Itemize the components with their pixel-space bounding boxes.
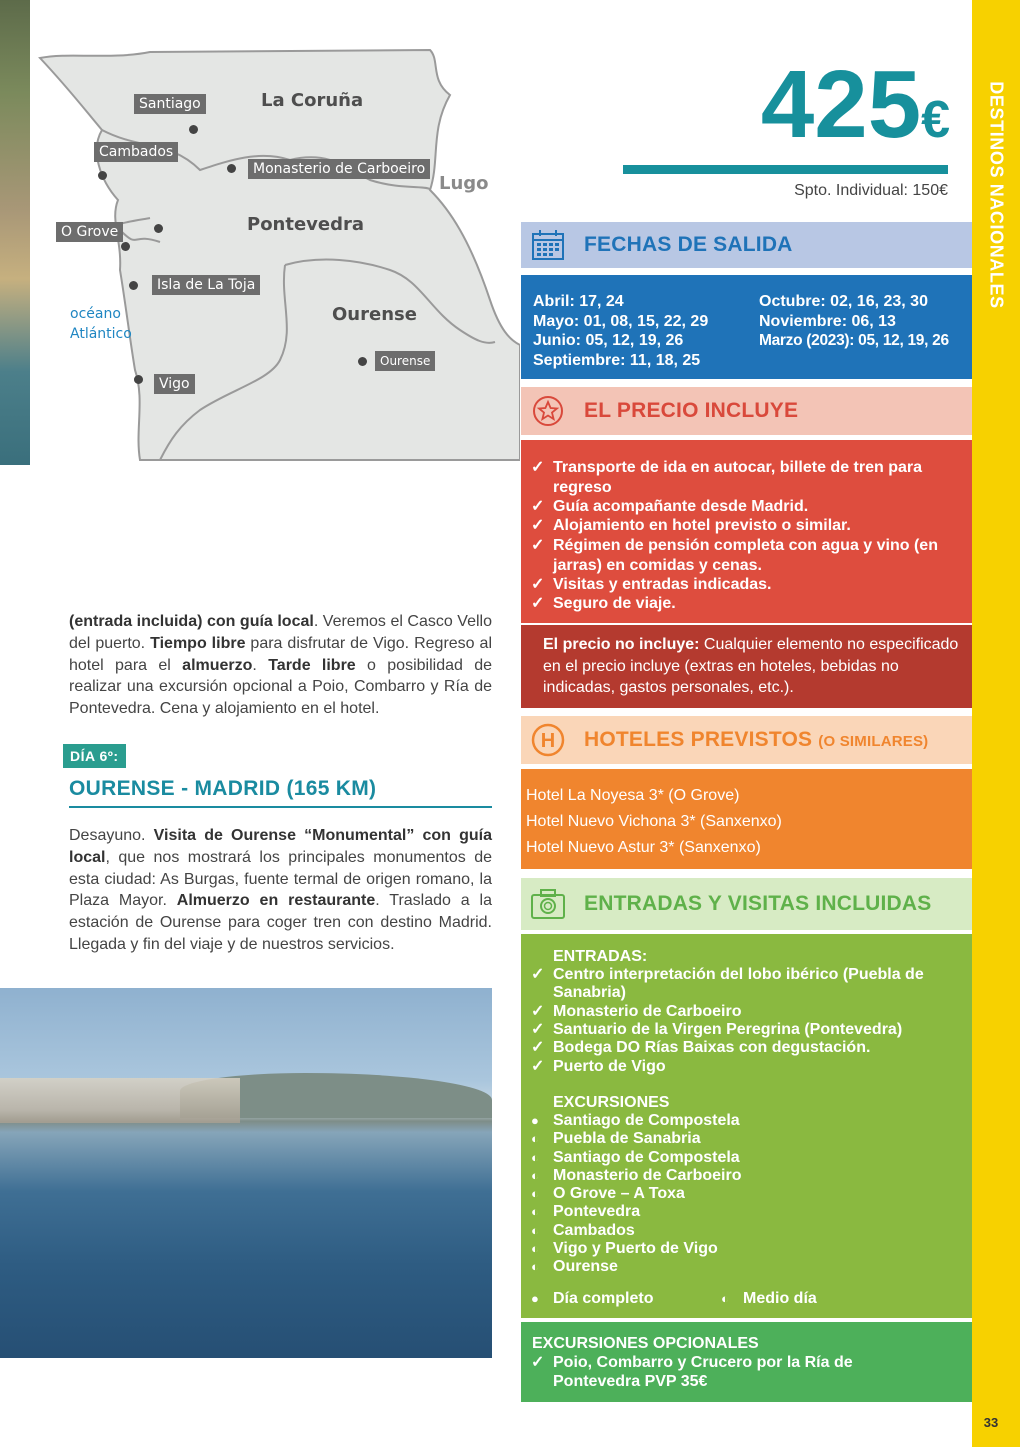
incluye-item: ✓ Guía acompañante desde Madrid. <box>531 497 983 517</box>
entradas-header <box>521 878 972 930</box>
p2-text-2: , que nos mostrará los principales monumentos de esta ciudad: As Burgas, fuente termal de origen romano, la Plaza Mayor. <box>69 848 492 910</box>
excursion-item: ◐ Monasterio de Carboeiro <box>531 1167 993 1185</box>
hotel-item: Hotel Nuevo Astur 3* (Sanxenxo) <box>526 839 761 856</box>
star-badge-icon <box>528 394 568 428</box>
carboeiro-dot <box>227 164 236 173</box>
photo-town <box>0 1078 240 1123</box>
price-currency: € <box>921 91 950 149</box>
hoteles-body <box>521 769 972 869</box>
p1-text-4: o posibilidad de realizar una excursión opcional a Poio, Combarro y Ría de Pontevedra. Cena y alojamiento en el hotel. <box>69 656 493 718</box>
fecha-line: Marzo (2023): 05, 12, 19, 26 <box>759 332 949 349</box>
entradas-heading: ENTRADAS: <box>553 948 648 965</box>
day-badge: DÍA 6º: <box>63 744 126 768</box>
fecha-line: Junio: 05, 12, 19, 26 <box>533 332 684 349</box>
o-grove-dot-2 <box>154 224 163 233</box>
region-la-coruna: La Coruña <box>261 90 364 111</box>
p1-text-1: . Veremos el Casco Vello del puerto. <box>69 613 492 652</box>
hotel-icon <box>528 723 568 757</box>
santiago-dot <box>189 125 198 134</box>
price-underline <box>623 165 948 174</box>
o-grove-dot <box>121 242 130 251</box>
place-santiago: Santiago <box>134 94 206 114</box>
entrada-item: ✓ Santuario de la Virgen Peregrina (Pontevedra) <box>531 1021 993 1039</box>
ocean-label <box>70 304 132 344</box>
hoteles-header <box>521 716 972 764</box>
hotel-item: Hotel La Noyesa 3* (O Grove) <box>526 787 740 804</box>
fechas-body <box>521 275 972 379</box>
opcional-line-2: Pontevedra PVP 35€ <box>553 1373 708 1390</box>
excursion-item: ◐ Santiago de Compostela <box>531 1149 993 1167</box>
excursion-item: ◐ Puebla de Sanabria <box>531 1130 993 1148</box>
excursion-item: ◐ Vigo y Puerto de Vigo <box>531 1240 993 1258</box>
region-pontevedra: Pontevedra <box>247 214 365 235</box>
fechas-col-right <box>759 292 949 351</box>
price <box>620 51 950 170</box>
place-la-toja: Isla de La Toja <box>152 275 260 295</box>
p2-text-3: . Traslado a la estación de Ourense para coger tren con destino Madrid. Llegada y fin del viaje y de nuestros servicios. <box>69 892 492 953</box>
ocean-line-2: Atlántico <box>70 326 132 342</box>
excursion-item: ◐ Pontevedra <box>531 1203 993 1221</box>
fecha-line: Septiembre: 11, 18, 25 <box>533 351 701 369</box>
itinerary-paragraph-1 <box>69 611 492 720</box>
fecha-line: Mayo: 01, 08, 15, 22, 29 <box>533 312 709 330</box>
la-toja-dot <box>129 281 138 290</box>
coastal-photo <box>0 988 492 1358</box>
calendar-icon <box>528 228 568 262</box>
legend-half-day: ◐ Medio día <box>721 1290 943 1308</box>
region-lugo: Lugo <box>439 173 489 194</box>
itinerary-paragraph-2 <box>69 825 492 956</box>
excursion-item: ◐ Ourense <box>531 1258 993 1276</box>
p2-bold-2: Almuerzo en restaurante <box>176 892 376 910</box>
p1-bold-2: Tiempo libre <box>150 634 246 652</box>
entrada-item: ✓ Centro interpretación del lobo ibérico (Puebla de Sanabria) <box>531 966 993 1003</box>
hotel-item: Hotel Nuevo Vichona 3* (Sanxenxo) <box>526 813 782 830</box>
single-supplement: Spto. Individual: 150€ <box>794 182 948 199</box>
fechas-header <box>521 222 972 268</box>
incluye-title: EL PRECIO INCLUYE <box>584 399 799 422</box>
incluye-item: ✓ Transporte de ida en autocar, billete de tren para regreso <box>531 458 983 497</box>
place-ourense-city: Ourense <box>375 351 435 371</box>
opcionales-body <box>521 1322 972 1402</box>
entradas-body <box>521 934 972 1318</box>
fechas-col-left <box>533 292 708 370</box>
incluye-item: ✓ Régimen de pensión completa con agua y vino (en jarras) en comidas y cenas. <box>531 536 983 575</box>
no-incluye-detail: Cualquier elemento no especificado en el precio incluye (extras en hoteles, bebidas no indicadas, gastos personales, etc.). <box>543 636 959 696</box>
vigo-dot <box>134 375 143 384</box>
excursion-item: ● Santiago de Compostela <box>531 1112 993 1130</box>
no-incluye-label: El precio no incluye: <box>543 636 700 653</box>
incluye-item: ✓ Alojamiento en hotel previsto o similar. <box>531 516 983 536</box>
excursion-item: ◐ O Grove – A Toxa <box>531 1185 993 1203</box>
hoteles-title: HOTELES PREVISTOS <box>584 728 813 751</box>
excursion-item: ◐ Cambados <box>531 1222 993 1240</box>
place-carboeiro: Monasterio de Carboeiro <box>248 159 430 179</box>
incluye-item: ✓ Seguro de viaje. <box>531 594 983 614</box>
side-band-text: DESTINOS NACIONALES <box>986 81 1007 309</box>
excursiones-heading: EXCURSIONES <box>553 1094 670 1111</box>
left-edge-photo <box>0 0 30 465</box>
price-amount: 425 <box>760 51 922 158</box>
entrada-item: ✓ Puerto de Vigo <box>531 1058 993 1076</box>
p1-bold-4: Tarde libre <box>268 656 356 674</box>
no-incluye-text <box>543 634 963 699</box>
page-number: 33 <box>983 1415 999 1430</box>
p1-bold-1: (entrada incluida) con guía local <box>69 613 314 630</box>
incluye-body <box>521 440 972 623</box>
entrada-item: ✓ Monasterio de Carboeiro <box>531 1003 993 1021</box>
incluye-item: ✓ Visitas y entradas indicadas. <box>531 575 983 595</box>
p1-bold-3: almuerzo <box>182 656 253 674</box>
opcional-line-1: ✓ Poio, Combarro y Crucero por la Ría de <box>531 1353 853 1373</box>
opcionales-title: EXCURSIONES OPCIONALES <box>532 1335 759 1352</box>
fecha-line: Abril: 17, 24 <box>533 293 624 310</box>
fecha-line: Octubre: 02, 16, 23, 30 <box>759 293 928 310</box>
day-title: OURENSE - MADRID (165 KM) <box>69 777 492 808</box>
ocean-line-1: océano <box>70 306 121 322</box>
region-ourense: Ourense <box>332 304 417 325</box>
fecha-line: Noviembre: 06, 13 <box>759 312 896 330</box>
p2-text-1: Desayuno. <box>69 827 154 844</box>
hoteles-subtitle: (O SIMILARES) <box>818 733 929 750</box>
place-o-grove: O Grove <box>56 222 123 242</box>
camera-icon <box>528 887 568 921</box>
cambados-dot <box>98 171 107 180</box>
entradas-title: ENTRADAS Y VISITAS INCLUIDAS <box>584 892 932 915</box>
entrada-item: ✓ Bodega DO Rías Baixas con degustación. <box>531 1039 993 1057</box>
p1-text-3: . <box>252 656 269 674</box>
incluye-header <box>521 387 972 435</box>
fechas-title: FECHAS DE SALIDA <box>584 233 793 256</box>
no-incluye-body <box>521 625 972 708</box>
galicia-map <box>30 0 520 465</box>
legend-full-day: ● Día completo <box>531 1290 713 1308</box>
p1-text-2: para disfrutar de Vigo. Regreso al hotel para el <box>69 634 492 674</box>
svg-text:H: H <box>540 730 556 752</box>
place-cambados: Cambados <box>94 142 178 162</box>
p2-bold-1: Visita de Ourense “Monumental” con guía local <box>69 827 493 866</box>
ourense-dot <box>358 357 367 366</box>
place-vigo: Vigo <box>154 374 195 394</box>
hoteles-title-wrap <box>584 728 928 752</box>
